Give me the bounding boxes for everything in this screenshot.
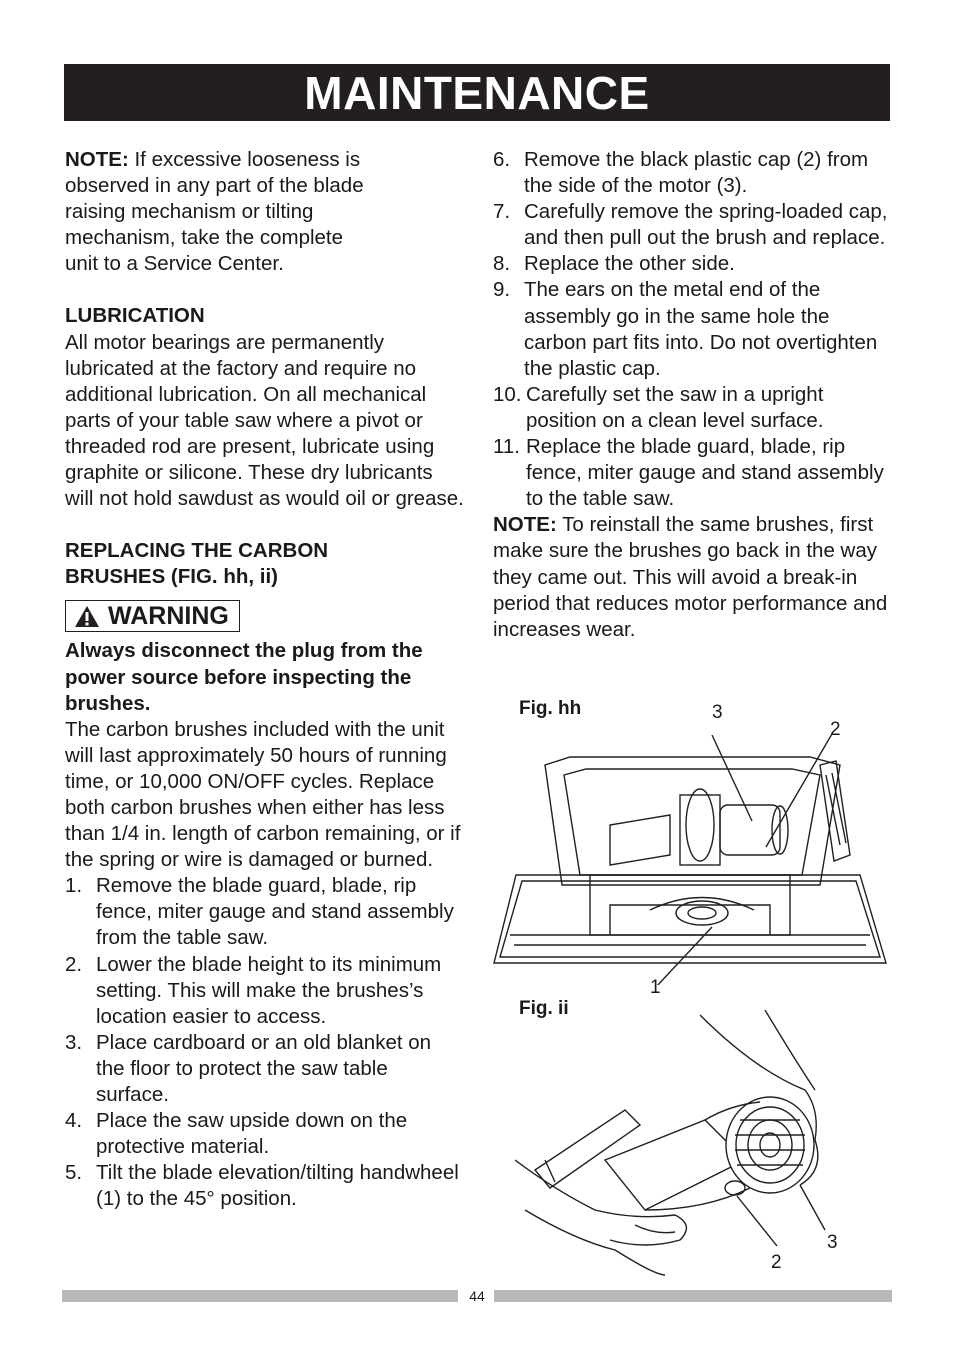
list-item	[65, 1108, 465, 1160]
step-number: 6.	[493, 148, 511, 171]
footer-bar-right	[494, 1290, 892, 1302]
step-text: Replace the other side.	[524, 252, 735, 276]
step-number: 11.	[493, 435, 520, 459]
note-text: If excessive looseness is observed in any part of the blade raising mechanism or tilting mechanism, take the complete unit to a Service Center.	[65, 148, 364, 276]
list-item	[65, 1160, 465, 1212]
page-title: MAINTENANCE	[304, 66, 650, 119]
fig-hh-callout-2: 2	[830, 719, 841, 740]
step-text: Place cardboard or an old blanket on the floor to protect the saw table surface.	[96, 1030, 432, 1106]
warning-label: WARNING	[108, 602, 229, 631]
step-text: Remove the black plastic cap (2) from the side of the motor (3).	[524, 148, 869, 198]
lubrication-text: All motor bearings are permanently lubricated at the factory and require no additional lubrication. On all mechanical parts of your table saw where a pivot or threaded rod are present, lubricate using graphite or silicone. These dry lubricants will not hold sawdust as would oil or grease.	[65, 330, 464, 511]
warning-box	[65, 600, 240, 632]
step-number: 10.	[493, 382, 522, 406]
note-paragraph	[65, 147, 365, 277]
right-steps-list	[493, 147, 893, 512]
fig-ii-callout-3: 3	[827, 1232, 838, 1253]
step-text: Remove the blade guard, blade, rip fence, miter gauge and stand assembly from the table saw.	[96, 874, 454, 950]
step-text: The ears on the metal end of the assembly go in the same hole the carbon part fits into. Do not overtighten the plastic cap.	[524, 278, 878, 380]
step-number: 1.	[65, 874, 83, 898]
list-item	[493, 434, 893, 512]
step-number: 8.	[493, 252, 511, 276]
page-title-bar	[64, 64, 890, 121]
list-item	[493, 382, 893, 434]
step-number: 9.	[493, 278, 511, 302]
note-label: NOTE:	[65, 148, 129, 171]
list-item	[493, 199, 893, 251]
note-label: NOTE:	[493, 513, 557, 537]
right-column	[493, 147, 893, 643]
fig-hh-callout-3: 3	[712, 702, 723, 723]
fig-hh-callout-1: 1	[650, 977, 661, 998]
step-number: 2.	[65, 952, 83, 976]
fig-ii-illustration	[515, 1010, 845, 1280]
step-number: 3.	[65, 1030, 83, 1054]
step-text: Replace the blade guard, blade, rip fence, miter gauge and stand assembly to the table saw.	[526, 435, 884, 511]
footer-bar-left	[62, 1290, 458, 1302]
step-text: Place the saw upside down on the protective material.	[96, 1109, 408, 1159]
step-number: 7.	[493, 200, 511, 224]
fig-ii-callout-2: 2	[771, 1252, 782, 1273]
list-item	[65, 873, 465, 951]
page-number: 44	[469, 1288, 485, 1304]
step-number: 4.	[65, 1109, 83, 1133]
list-item	[65, 952, 465, 1030]
right-note-paragraph	[493, 512, 893, 642]
step-text: Lower the blade height to its minimum setting. This will make the brushes’s location easier to access.	[96, 952, 442, 1028]
warning-text: Always disconnect the plug from the power source before inspecting the brushes.	[65, 639, 423, 715]
list-item	[493, 251, 893, 277]
left-column	[65, 147, 465, 1212]
carbon-brushes-heading: REPLACING THE CARBON BRUSHES (FIG. hh, ii)	[65, 539, 329, 589]
step-text: Carefully remove the spring-loaded cap, and then pull out the brush and replace.	[524, 200, 888, 250]
list-item	[493, 147, 893, 199]
step-text: Carefully set the saw in a upright position on a clean level surface.	[526, 382, 824, 432]
left-steps-list	[65, 873, 465, 1212]
note-text: To reinstall the same brushes, first make sure the brushes go back in the way they came out. This will avoid a break-in period that reduces motor performance and increases wear.	[493, 513, 888, 641]
fig-ii-label: Fig. ii	[519, 998, 569, 1019]
fig-hh-illustration	[490, 735, 890, 985]
step-number: 5.	[65, 1161, 83, 1185]
list-item	[65, 1030, 465, 1108]
warning-triangle-icon	[74, 605, 100, 628]
list-item	[493, 277, 893, 381]
carbon-brushes-text: The carbon brushes included with the unit will last approximately 50 hours of running time, or 10,000 ON/OFF cycles. Replace both carbon brushes when either has less than 1/4 in. length of carbon remaining, or if the spring or wire is damaged or burned.	[65, 717, 461, 872]
step-text: Tilt the blade elevation/tilting handwheel (1) to the 45° position.	[96, 1161, 459, 1211]
lubrication-heading: LUBRICATION	[65, 304, 205, 328]
fig-hh-label: Fig. hh	[519, 698, 582, 719]
